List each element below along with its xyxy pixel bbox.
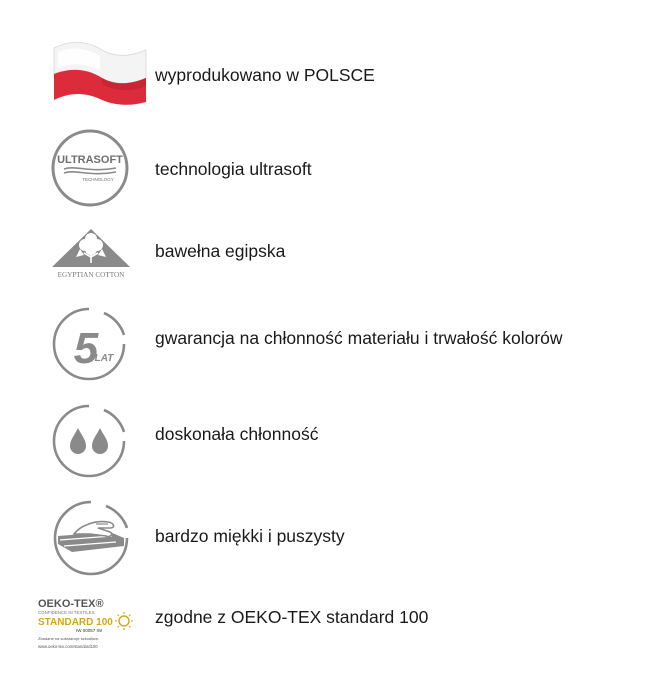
feature-label: gwarancja na chłonność materiału i trwałość kolorów: [155, 328, 563, 348]
oeko-tex-icon: [34, 595, 144, 655]
svg-text:LAT: LAT: [94, 353, 114, 364]
feature-label: technologia ultrasoft: [155, 159, 312, 179]
water-drops-icon: [50, 402, 128, 480]
egyptian-cotton-icon: [50, 227, 132, 281]
svg-text:5: 5: [73, 324, 99, 373]
feature-label: wyprodukowano w POLSCE: [155, 65, 375, 85]
svg-text:IW 00057 IW: IW 00057 IW: [76, 628, 103, 633]
feature-label: bardzo miękki i puszysty: [155, 526, 345, 546]
ultrasoft-icon: [50, 128, 130, 208]
svg-text:TECHNOLOGY: TECHNOLOGY: [82, 177, 114, 182]
svg-text:EGYPTIAN COTTON: EGYPTIAN COTTON: [57, 271, 125, 279]
svg-text:ULTRASOFT: ULTRASOFT: [57, 154, 123, 166]
svg-text:OEKO-TEX®: OEKO-TEX®: [38, 598, 104, 610]
svg-text:Zbadane na substancje szkodliw: Zbadane na substancje szkodliwe.: [38, 636, 100, 641]
soft-hand-icon: [50, 498, 132, 576]
five-year-warranty-icon: [50, 305, 128, 383]
svg-text:www.oeko-tex.com/standard100: www.oeko-tex.com/standard100: [38, 644, 98, 649]
feature-label: bawełna egipska: [155, 241, 286, 261]
feature-label: zgodne z OEKO-TEX standard 100: [155, 607, 429, 627]
poland-flag-icon: [50, 40, 150, 106]
feature-label: doskonała chłonność: [155, 424, 319, 444]
svg-text:CONFIDENCE IN TEXTILES: CONFIDENCE IN TEXTILES: [38, 610, 95, 615]
svg-text:STANDARD 100: STANDARD 100: [38, 617, 113, 628]
